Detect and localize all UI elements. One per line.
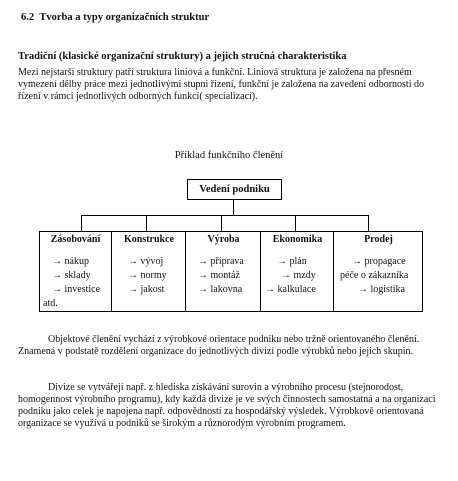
connector-drop-5 xyxy=(368,215,369,231)
dept-column xyxy=(40,232,111,311)
connector-head-to-bus xyxy=(233,200,234,215)
dept-column xyxy=(185,232,261,311)
section-title: Tvorba a typy organizačních struktur xyxy=(39,12,210,23)
dept-title: Zásobování xyxy=(50,234,101,245)
paragraph-divisions: Divize se vytvářejí např. z hlediska získávání surovin a výrobního procesu (stejnorodost, homogennost výrobního programu), kdy každá divize je ve svých činnostech samostatná a na organizaci podniku jako celek je napojena např. odpovědností za hospodářský výsledek. Výrobkově orientovaná organizace se využívá u podniků se širokým a různorodým výrobním programem. xyxy=(18,382,436,429)
dept-item: → vývoj xyxy=(128,256,164,267)
org-departments-box xyxy=(39,231,423,312)
dept-item: → plán xyxy=(277,256,307,267)
dept-column xyxy=(333,232,423,311)
dept-item: → logistika xyxy=(358,284,405,295)
connector-bus xyxy=(81,215,368,216)
dept-column xyxy=(260,232,334,311)
connector-drop-2 xyxy=(146,215,147,231)
dept-column xyxy=(111,232,186,311)
dept-title: Konstrukce xyxy=(124,234,174,245)
paragraph-object-division: Objektové členění vychází z výrobkové orientace podniku nebo tržně orientovaného členění. Znamená v podstatě rozdělení organizace do jednotlivých divizí podle výrobků nebo jejich skupin. xyxy=(18,334,420,357)
section-number: 6.2 xyxy=(21,12,35,23)
dept-item: → normy xyxy=(128,270,167,281)
dept-item: → mzdy xyxy=(281,270,316,281)
dept-item: → kalkulace xyxy=(265,284,316,295)
dept-item: → investice xyxy=(52,284,101,295)
dept-item: → nákup xyxy=(52,256,89,267)
dept-item: → sklady xyxy=(52,270,91,281)
org-head-box: Vedení podniku xyxy=(187,179,282,200)
dept-item: atd. xyxy=(43,298,58,309)
paragraph-intro: Mezi nejstarší struktury patří struktura liniová a funkční. Liniová struktura je založena na přesném vymezení dělby práce mezi jednotlivými stupni řízení, funkční je založena na zavedení odbornosti do řízení v rámci jednotlivých odborných funkcí( specializací). xyxy=(18,67,424,102)
dept-item: → příprava xyxy=(198,256,244,267)
dept-title: Prodej xyxy=(364,234,393,245)
connector-drop-4 xyxy=(295,215,296,231)
dept-item: → montáž xyxy=(198,270,240,281)
section-heading xyxy=(21,12,209,23)
subheading: Tradiční (klasické organizační struktury) a jejich stručná charakteristika xyxy=(18,51,347,62)
diagram-caption: Příklad funkčního členění xyxy=(174,150,284,161)
connector-drop-3 xyxy=(221,215,222,231)
dept-item: → lakovna xyxy=(198,284,243,295)
dept-item: → jakost xyxy=(128,284,165,295)
dept-item: → propagace xyxy=(352,256,406,267)
dept-item: péče o zákazníka xyxy=(340,270,409,281)
dept-title: Ekonomika xyxy=(272,234,323,245)
connector-drop-1 xyxy=(81,215,82,231)
dept-title: Výroba xyxy=(207,234,240,245)
